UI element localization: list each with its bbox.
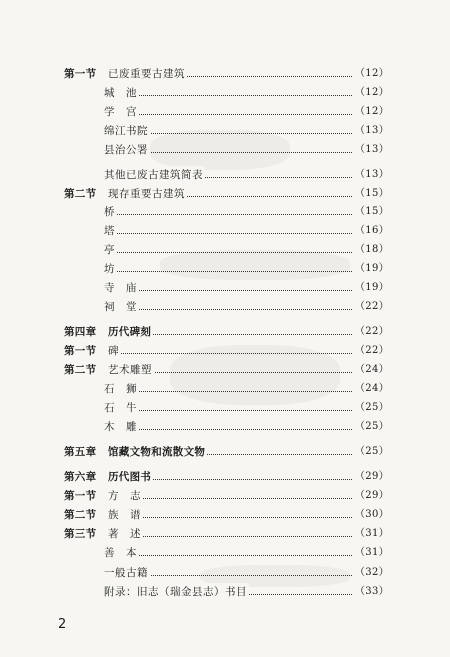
toc-entry bbox=[0, 418, 450, 436]
toc-entry bbox=[0, 279, 450, 297]
toc-dot-leader bbox=[104, 252, 370, 253]
toc-page-number: （12） bbox=[352, 103, 392, 121]
toc-section-number: 第五章 bbox=[64, 443, 98, 461]
toc-entry bbox=[0, 525, 450, 543]
toc-page-number: （12） bbox=[352, 65, 392, 83]
toc-entry bbox=[0, 260, 450, 278]
toc-entry-title: 学 宫 bbox=[104, 103, 139, 121]
toc-page-number: （32） bbox=[352, 564, 392, 582]
toc-section-number: 第一节 bbox=[64, 342, 98, 360]
toc-entry bbox=[0, 141, 450, 159]
toc-entry-title: 绵江书院 bbox=[104, 122, 150, 140]
toc-page-number: （24） bbox=[352, 380, 392, 398]
toc-page-number: （15） bbox=[352, 203, 392, 221]
toc-entry-title: 其他已废古建筑简表 bbox=[104, 166, 205, 184]
toc-dot-leader bbox=[104, 429, 370, 430]
toc-entry bbox=[0, 487, 450, 505]
toc-page-number: （19） bbox=[352, 260, 392, 278]
toc-entry bbox=[0, 84, 450, 102]
toc-page-number: （22） bbox=[352, 298, 392, 316]
toc-entry-title: 方 志 bbox=[108, 487, 143, 505]
toc-page-number: （25） bbox=[352, 399, 392, 417]
toc-page-number: （22） bbox=[352, 323, 392, 341]
toc-entry bbox=[0, 583, 450, 601]
toc-dot-leader bbox=[104, 214, 370, 215]
toc-dot-leader bbox=[104, 233, 370, 234]
toc-entry-title: 馆藏文物和流散文物 bbox=[108, 443, 207, 461]
toc-section-number: 第二节 bbox=[64, 506, 98, 524]
toc-entry-title: 县治公署 bbox=[104, 141, 150, 159]
toc-section-number: 第六章 bbox=[64, 468, 98, 486]
toc-dot-leader bbox=[108, 517, 370, 518]
toc-entry bbox=[0, 241, 450, 259]
toc-entry bbox=[0, 361, 450, 379]
toc-section-number: 第二节 bbox=[64, 185, 98, 203]
toc-entry-title: 附录：旧志（瑞金县志）书目 bbox=[104, 583, 249, 601]
toc-entry-title: 桥 bbox=[104, 203, 117, 221]
toc-page-number: （29） bbox=[352, 487, 392, 505]
toc-dot-leader bbox=[104, 290, 370, 291]
toc-page-number: （13） bbox=[352, 122, 392, 140]
toc-entry bbox=[0, 122, 450, 140]
toc-entry bbox=[0, 103, 450, 121]
toc-entry-title: 历代碑刻 bbox=[108, 323, 153, 341]
toc-entry bbox=[0, 203, 450, 221]
toc-section-number: 第二节 bbox=[64, 361, 98, 379]
toc-page-number: （16） bbox=[352, 222, 392, 240]
page-number: 2 bbox=[58, 617, 67, 632]
toc-page-number: （29） bbox=[352, 468, 392, 486]
toc-entry-title: 一般古籍 bbox=[104, 564, 150, 582]
toc-page-number: （22） bbox=[352, 342, 392, 360]
toc-page-number: （19） bbox=[352, 279, 392, 297]
toc-page-number: （33） bbox=[352, 583, 392, 601]
toc-entry bbox=[0, 443, 450, 461]
toc-page-number: （13） bbox=[352, 141, 392, 159]
toc-page-number: （25） bbox=[352, 443, 392, 461]
toc-entry bbox=[0, 222, 450, 240]
toc-entry-title: 坊 bbox=[104, 260, 117, 278]
toc-entry-title: 碑 bbox=[108, 342, 121, 360]
toc-page-number: （30） bbox=[352, 506, 392, 524]
toc-entry bbox=[0, 506, 450, 524]
toc-page-number: （13） bbox=[352, 166, 392, 184]
toc-entry-title: 亭 bbox=[104, 241, 117, 259]
toc-dot-leader bbox=[108, 498, 370, 499]
toc-entry-title: 现存重要古建筑 bbox=[108, 185, 187, 203]
toc-entry-title: 寺 庙 bbox=[104, 279, 139, 297]
toc-dot-leader bbox=[104, 95, 370, 96]
toc-entry bbox=[0, 323, 450, 341]
toc-dot-leader bbox=[104, 309, 370, 310]
toc-entry-title: 已废重要古建筑 bbox=[108, 65, 187, 83]
toc-entry-title: 城 池 bbox=[104, 84, 139, 102]
toc-entry-title: 族 谱 bbox=[108, 506, 143, 524]
toc-entry-title: 善 本 bbox=[104, 544, 139, 562]
toc-entry bbox=[0, 166, 450, 184]
toc-entry-title: 艺术雕塑 bbox=[108, 361, 154, 379]
toc-entry bbox=[0, 399, 450, 417]
toc-section-number: 第一节 bbox=[64, 487, 98, 505]
toc-entry bbox=[0, 298, 450, 316]
toc-page-number: （31） bbox=[352, 544, 392, 562]
toc-dot-leader bbox=[104, 114, 370, 115]
toc-entry bbox=[0, 65, 450, 83]
toc-entry-title: 著 述 bbox=[108, 525, 143, 543]
toc-dot-leader bbox=[108, 536, 370, 537]
toc-page-number: （18） bbox=[352, 241, 392, 259]
toc-entry-title: 历代图书 bbox=[108, 468, 153, 486]
toc-entry bbox=[0, 185, 450, 203]
toc-page-number: （24） bbox=[352, 361, 392, 379]
toc-entry-title: 木 雕 bbox=[104, 418, 139, 436]
toc-page-number: （31） bbox=[352, 525, 392, 543]
toc-page-number: （25） bbox=[352, 418, 392, 436]
toc-section-number: 第三节 bbox=[64, 525, 98, 543]
toc-entry-title: 祠 堂 bbox=[104, 298, 139, 316]
toc-entry bbox=[0, 342, 450, 360]
toc-entry-title: 石 狮 bbox=[104, 380, 139, 398]
toc-section-number: 第一节 bbox=[64, 65, 98, 83]
toc-dot-leader bbox=[104, 271, 370, 272]
toc-entry bbox=[0, 468, 450, 486]
toc-dot-leader bbox=[104, 555, 370, 556]
toc-dot-leader bbox=[108, 353, 370, 354]
toc-page-number: （12） bbox=[352, 84, 392, 102]
toc-entry-title: 石 牛 bbox=[104, 399, 139, 417]
toc-entry bbox=[0, 380, 450, 398]
toc-dot-leader bbox=[104, 391, 370, 392]
toc-section-number: 第四章 bbox=[64, 323, 98, 341]
toc-entry bbox=[0, 544, 450, 562]
toc-entry bbox=[0, 564, 450, 582]
toc-entry-title: 塔 bbox=[104, 222, 117, 240]
toc-page-number: （15） bbox=[352, 185, 392, 203]
toc-dot-leader bbox=[104, 410, 370, 411]
